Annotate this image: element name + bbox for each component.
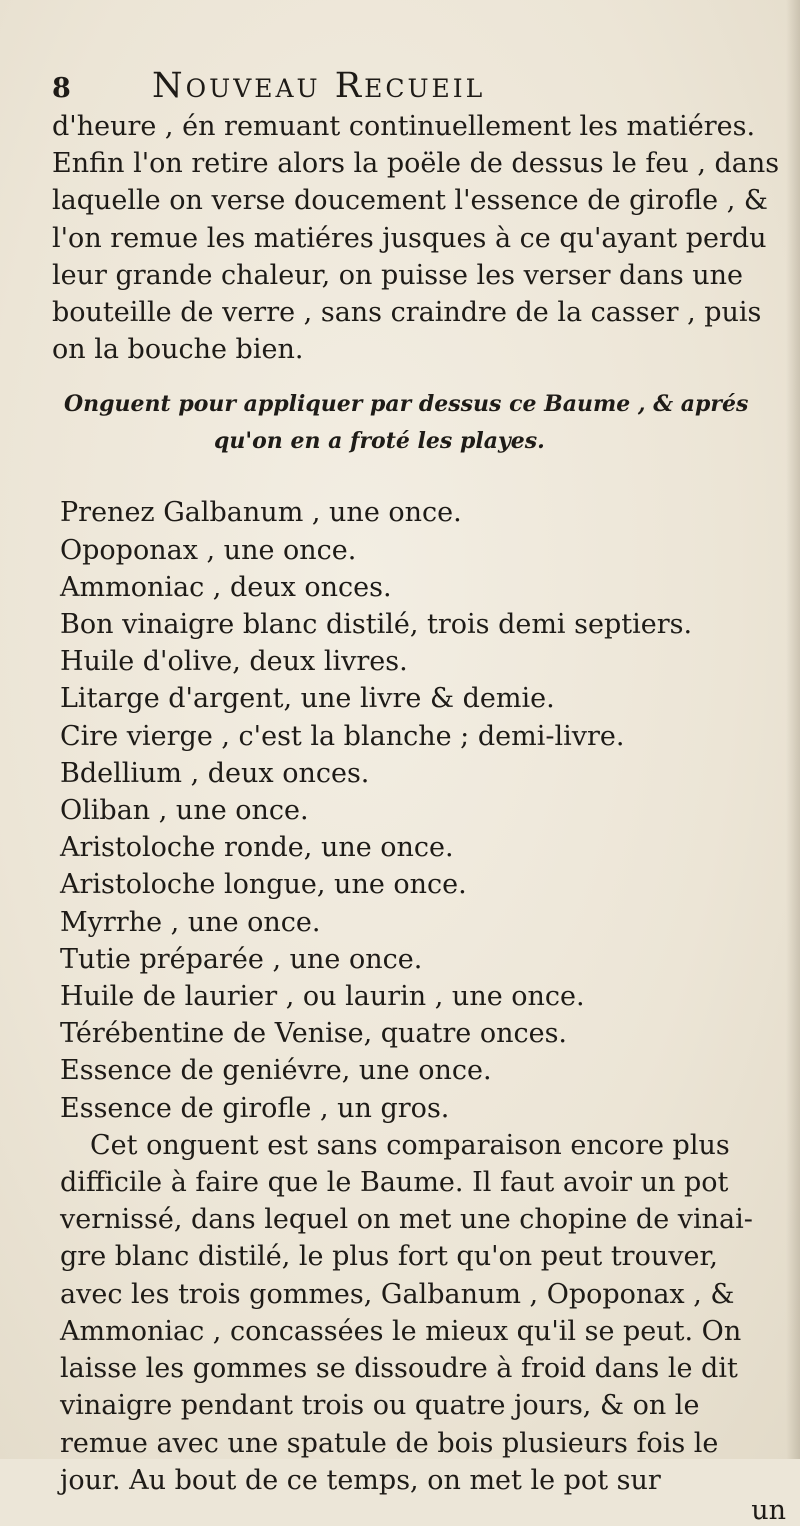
text-line: Enfin l'on retire alors la poële de dessus le feu , dans [52, 148, 780, 180]
ingredient-item: Oliban , une once. [60, 795, 309, 827]
running-head: Nouveau Recueil [152, 66, 486, 106]
ingredient-item: Litarge d'argent, une livre & demie. [60, 683, 555, 715]
ingredient-item: Bon vinaigre blanc distilé, trois demi septiers. [60, 609, 693, 641]
catchword: un [751, 1494, 786, 1526]
text-line: d'heure , én remuant continuellement les matiéres. [52, 111, 756, 142]
text-line: l'on remue les matiéres jusques à ce qu'ayant perdu [52, 222, 767, 254]
ingredient-item: Cire vierge , c'est la blanche ; demi-livre. [60, 720, 625, 752]
ingredient-item: Prenez Galbanum , une once. [60, 497, 462, 529]
text-line: jour. Au bout de ce temps, on met le pot sur [60, 1464, 661, 1496]
text-line: difficile à faire que le Baume. Il faut avoir un pot [60, 1167, 729, 1199]
ingredient-item: Myrrhe , une once. [60, 906, 321, 938]
section-title [64, 386, 792, 460]
page-header [52, 68, 792, 108]
ingredient-list [60, 494, 792, 1126]
ingredient-item: Aristoloche longue, une once. [60, 869, 467, 901]
text-line: Ammoniac , concassées le mieux qu'il se peut. On [60, 1315, 742, 1347]
ingredient-item: Huile d'olive, deux livres. [60, 646, 408, 678]
ingredient-item: Ammoniac , deux onces. [60, 571, 392, 603]
page-number: 8 [52, 73, 71, 104]
text-line: bouteille de verre , sans craindre de la casser , puis [52, 297, 762, 329]
opening-paragraph [52, 108, 792, 368]
text-line: vernissé, dans lequel on met une chopine de vinai- [60, 1204, 753, 1236]
text-line: gre blanc distilé, le plus fort qu'on peut trouver, [60, 1241, 718, 1273]
text-line: leur grande chaleur, on puisse les verser dans une [52, 259, 744, 291]
text-line: on la bouche bien. [52, 334, 304, 366]
closing-paragraph [60, 1127, 792, 1499]
section-title-line: qu'on en a froté les playes. [214, 428, 545, 455]
ingredient-item: Aristoloche ronde, une once. [60, 832, 454, 864]
ingredient-item: Térébentine de Venise, quatre onces. [60, 1018, 568, 1050]
text-line: remue avec une spatule de bois plusieurs fois le [60, 1427, 719, 1459]
text-line: avec les trois gommes, Galbanum , Opoponax , & [60, 1278, 735, 1310]
ingredient-item: Bdellium , deux onces. [60, 757, 370, 789]
text-line: vinaigre pendant trois ou quatre jours, & on le [60, 1390, 700, 1422]
text-line: Cet onguent est sans comparaison encore plus [90, 1129, 730, 1161]
ingredient-item: Essence de girofle , un gros. [60, 1092, 450, 1124]
section-title-line: Onguent pour appliquer par dessus ce Baume , & aprés [64, 391, 749, 418]
text-line: laisse les gommes se dissoudre à froid dans le dit [60, 1353, 738, 1385]
text-line: laquelle on verse doucement l'essence de girofle , & [52, 185, 768, 217]
page-text-block [52, 66, 792, 1526]
ingredient-item: Huile de laurier , ou laurin , une once. [60, 981, 585, 1013]
ingredient-item: Opoponax , une once. [60, 534, 357, 566]
ingredient-item: Tutie préparée , une once. [60, 943, 423, 975]
ingredient-item: Essence de geniévre, une once. [60, 1055, 492, 1087]
